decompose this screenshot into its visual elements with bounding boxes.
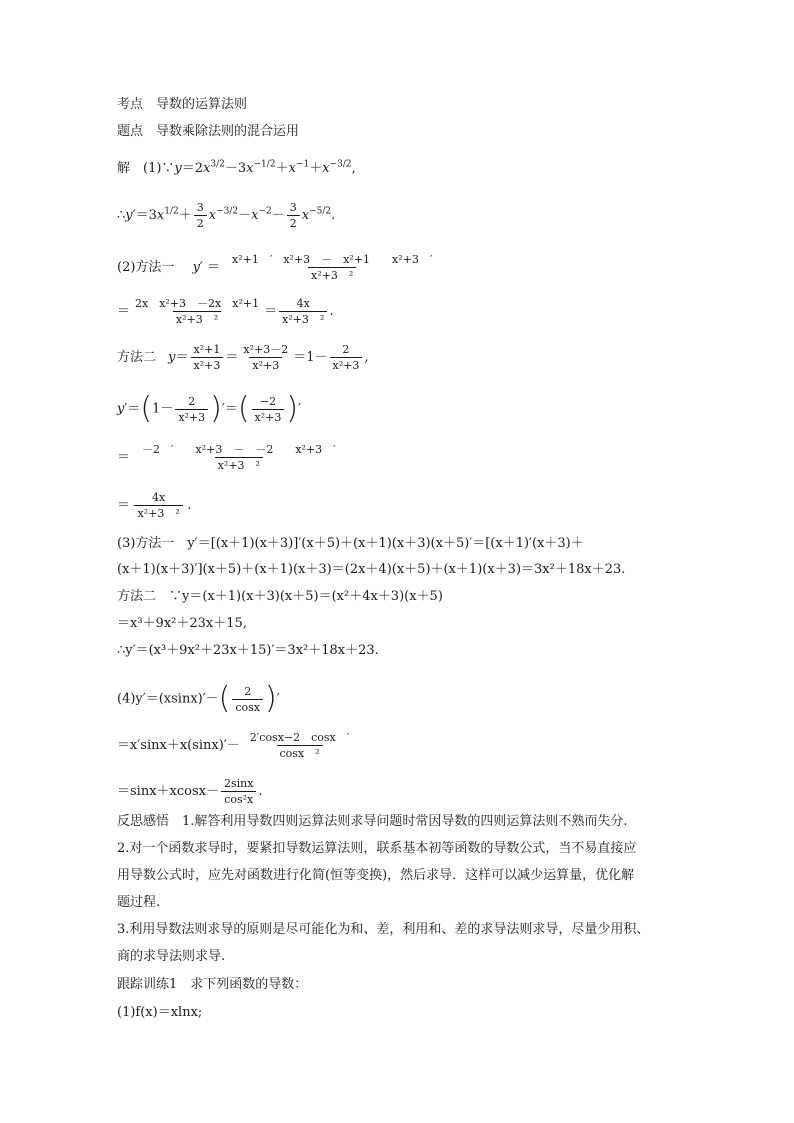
part2-line4: y′＝(1－ $\frac{2}{\text{x²+3}}$ )′＝( $\frac{-2}{\text{x²+3}}$ )′: [117, 391, 302, 426]
reflection-line1: 反思感悟 1.解答利用导数四则运算法则求导问题时常因导数的四则运算法则不熟而失分.: [117, 814, 628, 829]
fraction-denominator: x²+3: [252, 409, 285, 423]
part2-line2: ＝ $\frac{\text{2x x²+3 －2x x²+1}}{\text{x²+3 ²}}$ ＝ $\frac{4x}{\text{x²+3 ²}}$ .: [117, 297, 334, 326]
fraction-numerator: −2: [259, 394, 277, 408]
fraction-numerator: x²+1: [193, 343, 221, 356]
reflection-line3: 用导数公式时，应先对函数进行化简(恒等变换)，然后求导．这样可以减少运算量，优化解: [117, 868, 635, 883]
section-kaodian: 考点 导数的运算法则: [117, 97, 248, 112]
fraction-denominator: x²+3: [249, 357, 282, 371]
part1-label: 解 (1)∵: [117, 161, 175, 176]
fraction-denominator: x²+3 ²: [279, 311, 327, 325]
part3-line3: 方法二 ∵y＝(x＋1)(x＋3)(x＋5)＝(x²＋4x＋3)(x＋5): [117, 589, 443, 604]
fraction-numerator: 2′cosx−2 cosx ′: [249, 731, 350, 744]
part1-line2: $\therefore y'=3x^{1/2}+$ $\frac{3}{2}$ $x^{-3/2}-x^{-2}-$ $\frac{3}{2}$ $x^{-5/2}$.: [117, 201, 336, 230]
fraction-numerator: 2sinx: [223, 777, 254, 790]
part3-line1: (3)方法一 y′＝[(x＋1)(x＋3)]′(x＋5)＋(x＋1)(x＋3)(x＋5)′＝[(x＋1)′(x＋3)＋: [117, 536, 584, 551]
therefore-symbol: ∴: [117, 208, 126, 223]
part4-prefix: ＝sinx＋xcosx－: [117, 784, 219, 799]
method2-label: 方法二: [117, 350, 157, 365]
fraction-denominator: x²+3: [191, 357, 224, 371]
part2-method1: (2)方法一 y′ ＝ $\frac{\text{x²+1 ′ x²+3 － x²+1 x²+3 ′}}{\text{x²+3 ²}}$: [117, 254, 444, 281]
part4-prefix: ＝x′sinx＋x(sinx)′－: [117, 738, 240, 753]
part3-line2: (x＋1)(x＋3)′](x＋5)＋(x＋1)(x＋3)＝(2x＋4)(x＋5)＋(x＋1)(x＋3)＝3x²＋18x＋23.: [117, 562, 626, 577]
reflection-line5: 3.利用导数法则求导的原则是尽可能化为和、差，利用和、差的求导法则求导，尽量少用积、: [117, 922, 650, 937]
fraction-numerator: －2 ′ x²+3 － －2 x²+3 ′: [142, 443, 336, 456]
method1-label: (2)方法一: [117, 260, 175, 275]
part3-line4: ＝x³＋9x²＋23x＋15,: [117, 616, 247, 631]
part4-line1: (4)y′＝(xsinx)′－( $\frac{2}{\cos x}$ )′: [117, 681, 280, 716]
fraction-numerator: 4x: [296, 297, 310, 310]
part4-prefix: (4)y′＝(xsinx)′－: [117, 691, 219, 707]
section-tidian: 题点 导数乘除法则的混合运用: [117, 124, 300, 139]
part4-line3: ＝sinx＋xcosx－ $\frac{2\sin x}{\text{cos²x}}$ .: [117, 777, 263, 806]
fraction-denominator: cosx ²: [277, 745, 323, 759]
fraction-denominator: cos²x: [221, 791, 256, 805]
reflection-line4: 题过程.: [117, 895, 161, 910]
fraction-denominator: x²+3 ²: [308, 267, 356, 281]
fraction-denominator: x²+3 ²: [215, 457, 263, 471]
part2-line5: ＝ $\frac{\text{－2 ′ x²+3 － －2 x²+3 ′}}{\text{x²+3 ²}}$: [117, 444, 348, 471]
fraction-numerator: 2: [342, 343, 350, 356]
part4-line2: [117, 732, 359, 759]
part2-line6: ＝ $\frac{4x}{\text{x²+3 ²}}$ .: [117, 491, 192, 520]
part2-method2: 方法二 y＝ $\frac{\text{x²+1}}{\text{x²+3}}$ ＝ $\frac{\text{x²+3－2}}{\text{x²+3}}$ ＝1－ $\frac{2}{\text{x²+3}}$ ,: [117, 343, 369, 372]
training-item1: (1)f(x)＝xlnx;: [117, 1005, 203, 1020]
fraction-denominator: x²+3 ²: [173, 311, 221, 325]
fraction-numerator: x²+1 ′ x²+3 － x²+1 x²+3 ′: [232, 253, 433, 266]
reflection-line2: 2.对一个函数求导时，要紧扣导数运算法则，联系基本初等函数的导数公式，当不易直接应: [117, 841, 637, 856]
fraction-numerator: x²+3－2: [243, 343, 289, 356]
fraction-numerator: 2x x²+3 －2x x²+1: [135, 297, 260, 310]
fraction-denominator: x²+3 ²: [134, 505, 182, 519]
part1-line1: 解 $(1)\because y=2x^{3/2}-3x^{-1/2}+x^{-1}+x^{-3/2}$,: [117, 159, 356, 176]
part3-line5: ∴y′＝(x³＋9x²＋23x＋15)′＝3x²＋18x＋23.: [117, 643, 379, 658]
fraction-numerator: 2: [244, 684, 252, 698]
fraction-denominator: x²+3: [330, 357, 363, 371]
training-title: 跟踪训练1 求下列函数的导数：: [117, 977, 308, 992]
reflection-line6: 商的求导法则求导.: [117, 949, 226, 964]
fraction-numerator: 4x: [152, 491, 166, 504]
fraction-denominator: cosx: [232, 699, 263, 713]
